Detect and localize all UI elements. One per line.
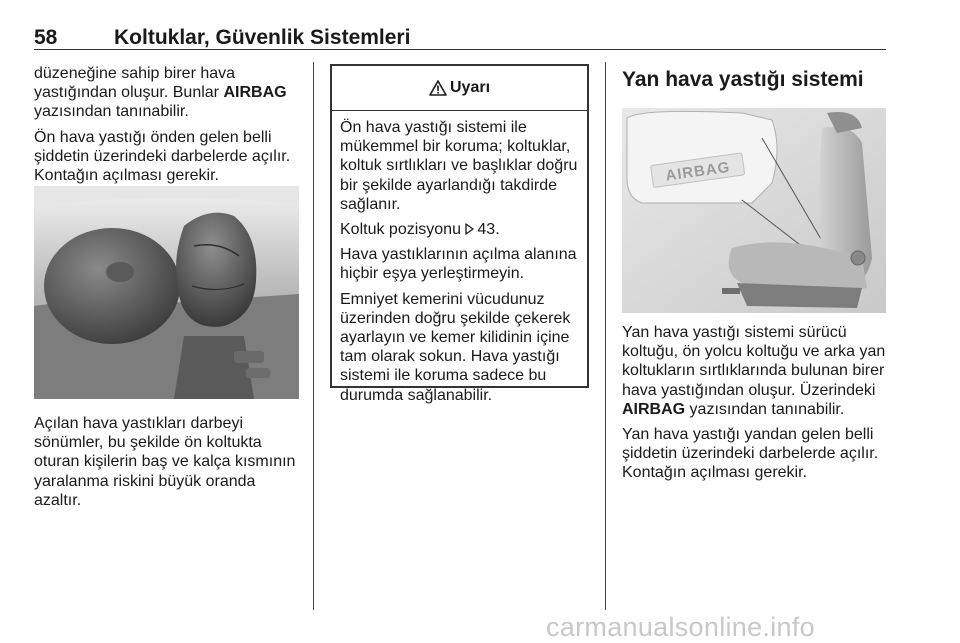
warning-body [340,118,586,411]
section-title: Koltuklar, Güvenlik Sistemleri [114,26,411,49]
airbag-label: AIRBAG [622,400,686,418]
watermark: carmanualsonline.info [546,612,815,642]
photo-caption [34,414,304,516]
warning-title: Uyarı [449,79,491,96]
right-column-text [622,323,892,489]
subsection-title: Yan hava yastığı sistemi [622,68,864,91]
warning-triangle-icon [429,80,447,96]
airbag-label: AIRBAG [223,84,287,102]
column-divider-left [313,62,314,610]
page-reference[interactable]: 43. [477,221,500,239]
page-number: 58 [34,26,58,49]
paragraph: Ön hava yastığı önden gelen belli şiddetin üzerindeki darbelerde açılır. Kontağın açılması gerekir. [34,128,291,185]
header-divider [34,49,886,50]
paragraph: Hava yastıklarının açılma alanına hiçbir eşya yerleştirmeyin. [340,246,577,283]
warning-box [330,64,589,404]
column-divider-right [605,62,606,610]
side-airbag-seat-photo [622,108,886,313]
caption-text: Açılan hava yastıkları darbeyi sönümler, bu şekilde ön koltukta oturan kişilerin baş ve kalça kısmının yaralanma riskini büyük oranda azaltır. [34,415,296,509]
paragraph: Yan hava yastığı sistemi sürücü koltuğu, ön yolcu koltuğu ve arka yan koltukların sırtlıklarında bulunan birer hava yastığından oluşur. Üzerindeki AIRBAG yazısından tanınabilir. [622,324,886,418]
paragraph: düzeneğine sahip birer hava yastığından oluşur. Bunlar AIRBAG yazısından tanınabilir. [34,65,287,121]
warning-header [332,66,587,111]
paragraph: Yan hava yastığı yandan gelen belli şiddetin üzerindeki darbelerde açılır. Kontağın açılması gerekir. [622,426,879,482]
paragraph: Ön hava yastığı sistemi ile mükemmel bir koruma; koltuklar, koltuk sırtlıkları ve başlıklar doğru bir şekilde ayarlandığı takdirde sağlanır. [340,119,578,213]
front-airbags-photo [34,186,299,399]
paragraph: Emniyet kemerini vücudunuz üzerinden doğru şekilde çekerek ayarlayın ve kemer kilidinin içine tam olarak sokun. Hava yastığı sistemi ile koruma sadece bu durumda sağlanabilir. [340,290,571,404]
left-column-text [34,64,304,191]
cross-reference-arrow-icon [465,223,474,235]
paragraph: Koltuk pozisyonu 43. [340,221,500,239]
seat-airbag-label: AIRBAG [664,158,732,185]
